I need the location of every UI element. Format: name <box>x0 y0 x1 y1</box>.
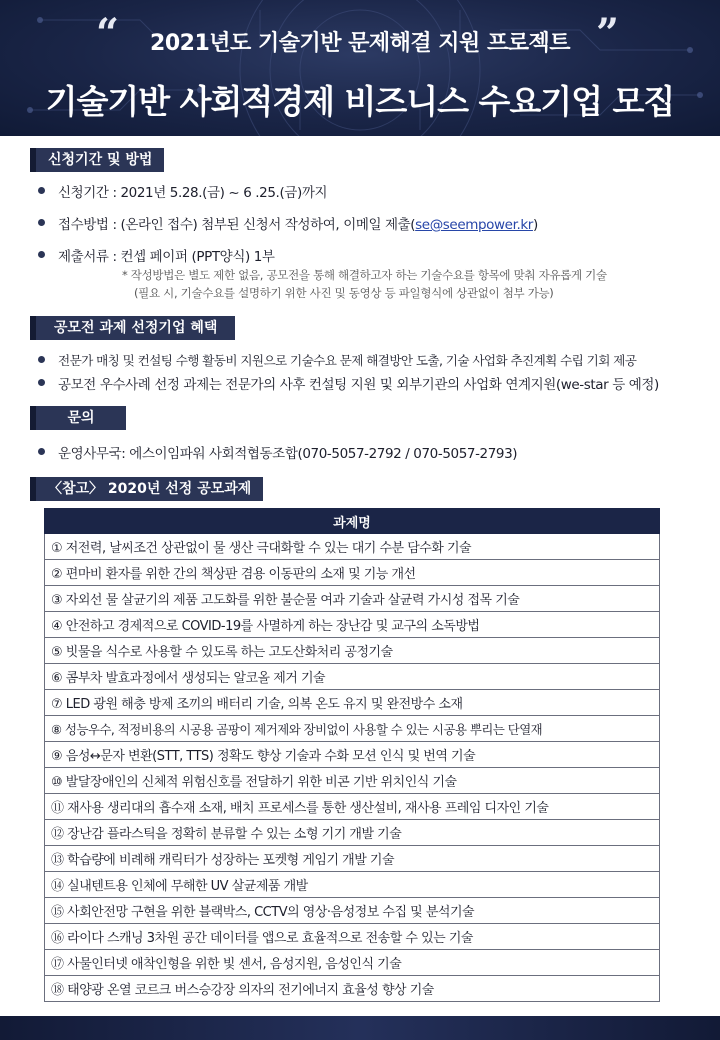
table-cell: ⑬ 학습량에 비례해 캐릭터가 성장하는 포켓형 게임기 개발 기술 <box>45 846 660 872</box>
table-row <box>45 664 660 690</box>
table-cell: ⑮ 사회안전망 구현을 위한 블랙박스, CCTV의 영상·음성정보 수집 및 분석기술 <box>45 898 660 924</box>
reference-table <box>44 508 660 1002</box>
table-column-header: 과제명 <box>45 509 660 534</box>
table-cell: ⑦ LED 광원 해충 방제 조끼의 배터리 기술, 의복 온도 유지 및 완전방수 소재 <box>45 690 660 716</box>
bullet-contact <box>38 442 517 462</box>
table-row <box>45 612 660 638</box>
benefit-1-text: 전문가 매칭 및 컨설팅 수행 활동비 지원으로 기술수요 문제 해결방안 도출, 기술 사업화 추진계획 수립 기회 제공 <box>58 353 637 368</box>
table-row <box>45 794 660 820</box>
email-link[interactable]: se@seempower.kr <box>415 217 533 233</box>
table-row <box>45 768 660 794</box>
table-cell: ⑭ 실내텐트용 인체에 무해한 UV 살균제품 개발 <box>45 872 660 898</box>
benefit-2-text: 공모전 우수사례 선정 과제는 전문가의 사후 컨설팅 지원 및 외부기관의 사업화 연계지원(we-star 등 예정) <box>58 377 659 393</box>
table-cell: ⑱ 태양광 온열 코르크 버스승강장 의자의 전기에너지 효율성 향상 기술 <box>45 976 660 1002</box>
table-cell: ⑥ 콤부차 발효과정에서 생성되는 알코올 제거 기술 <box>45 664 660 690</box>
apply-method-suffix: ) <box>532 217 538 233</box>
table-cell: ① 저전력, 날씨조건 상관없이 물 생산 극대화할 수 있는 대기 수분 담수화 기술 <box>45 534 660 560</box>
table-cell: ④ 안전하고 경제적으로 COVID-19를 사멸하게 하는 장난감 및 교구의 소독방법 <box>45 612 660 638</box>
quote-close-icon: ” <box>596 10 620 57</box>
table-row <box>45 716 660 742</box>
footer-band <box>0 1016 720 1040</box>
section-heading-contact: 문의 <box>30 406 126 430</box>
table-row <box>45 560 660 586</box>
quote-open-icon: “ <box>96 10 120 57</box>
table-cell: ⑫ 장난감 플라스틱을 정확히 분류할 수 있는 소형 기기 개발 기술 <box>45 820 660 846</box>
table-cell: ③ 자외선 물 살균기의 제품 고도화를 위한 불순물 여과 기술과 살균력 가시성 접목 기술 <box>45 586 660 612</box>
table-row <box>45 976 660 1002</box>
contact-office-text: 운영사무국: 에스이임파워 사회적협동조합(070-5057-2792 / 070-5057-2793) <box>58 446 518 462</box>
apply-documents-text: 제출서류 : 컨셉 페이퍼 (PPT양식) 1부 <box>58 249 275 265</box>
section-heading-reference: 〈참고〉 2020년 선정 공모과제 <box>30 477 263 501</box>
table-header-row <box>45 509 660 534</box>
table-row <box>45 534 660 560</box>
table-row <box>45 950 660 976</box>
table-cell: ⑰ 사물인터넷 애착인형을 위한 빛 센서, 음성지원, 음성인식 기술 <box>45 950 660 976</box>
table-row <box>45 586 660 612</box>
table-cell: ⑧ 성능우수, 적정비용의 시공용 곰팡이 제거제와 장비없이 사용할 수 있는 시공용 뿌리는 단열재 <box>45 716 660 742</box>
section-heading-apply: 신청기간 및 방법 <box>30 148 164 172</box>
page-subtitle: 2021년도 기술기반 문제해결 지원 프로젝트 <box>150 31 570 56</box>
bullet-documents <box>38 245 275 265</box>
table-row <box>45 846 660 872</box>
bullet-benefit-2 <box>38 373 659 393</box>
table-cell: ⑩ 발달장애인의 신체적 위험신호를 전달하기 위한 비콘 기반 위치인식 기술 <box>45 768 660 794</box>
table-cell: ② 편마비 환자를 위한 간의 책상판 겸용 이동판의 소재 및 기능 개선 <box>45 560 660 586</box>
table-row <box>45 742 660 768</box>
section-heading-benefits: 공모전 과제 선정기업 혜택 <box>30 316 235 340</box>
table-cell: ⑪ 재사용 생리대의 흡수재 소재, 배치 프로세스를 통한 생산설비, 재사용 프레임 디자인 기술 <box>45 794 660 820</box>
bullet-period <box>38 181 327 201</box>
table-row <box>45 898 660 924</box>
table-row <box>45 638 660 664</box>
table-row <box>45 924 660 950</box>
apply-method-text: 접수방법 : (온라인 접수) 첨부된 신청서 작성하여, 이메일 제출( <box>58 217 416 233</box>
apply-note-2: (필요 시, 기술수요를 설명하기 위한 사진 및 동영상 등 파일형식에 상관없이 첨부 가능) <box>134 286 554 300</box>
table-row <box>45 690 660 716</box>
apply-period-text: 신청기간 : 2021년 5.28.(금) ~ 6 .25.(금)까지 <box>58 185 328 201</box>
table-row <box>45 872 660 898</box>
table-cell: ⑨ 음성↔문자 변환(STT, TTS) 정확도 향상 기술과 수화 모션 인식 및 번역 기술 <box>45 742 660 768</box>
table-cell: ⑤ 빗물을 식수로 사용할 수 있도록 하는 고도산화처리 공정기술 <box>45 638 660 664</box>
table-row <box>45 820 660 846</box>
header-banner <box>0 0 720 136</box>
bullet-benefit-1 <box>38 350 636 369</box>
apply-note-1: * 작성방법은 별도 제한 없음, 공모전을 통해 해결하고자 하는 기술수요를 항목에 맞춰 자유롭게 기술 <box>122 268 607 282</box>
bullet-method <box>38 213 538 233</box>
page-title: 기술기반 사회적경제 비즈니스 수요기업 모집 <box>45 82 675 121</box>
table-cell: ⑯ 라이다 스캐닝 3차원 공간 데이터를 앱으로 효율적으로 전송할 수 있는 기술 <box>45 924 660 950</box>
